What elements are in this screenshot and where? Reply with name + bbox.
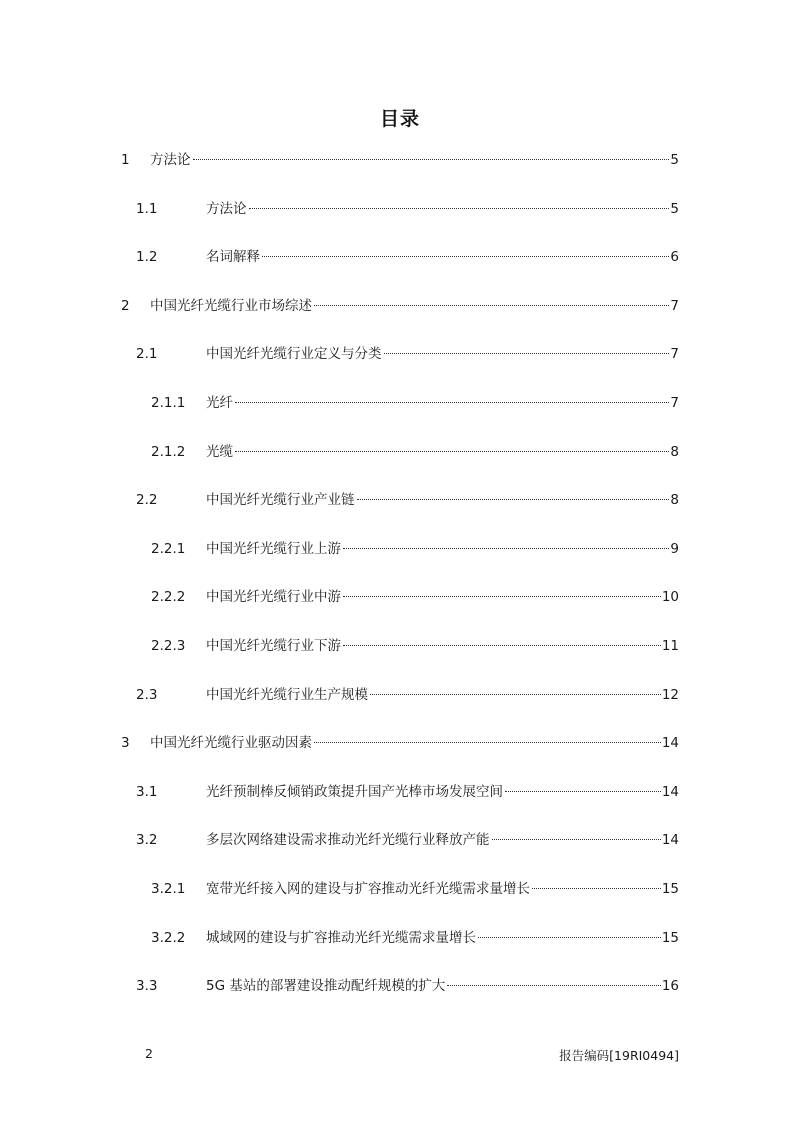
toc-entry-number: 1.1 (136, 201, 158, 217)
toc-entry-page: 8 (670, 444, 679, 460)
toc-entry[interactable] (0, 343, 800, 365)
toc-entry-title: 中国光纤光缆行业市场综述 (150, 298, 312, 314)
toc-entry-page: 8 (670, 492, 679, 508)
toc-entry-number: 1 (121, 152, 130, 168)
toc-entry-title: 中国光纤光缆行业下游 (206, 638, 341, 654)
toc-entry-number: 3 (121, 735, 130, 751)
toc-entry-number: 2.2.1 (151, 541, 186, 557)
toc-entry-number: 1.2 (136, 249, 158, 265)
toc-dot-leader (235, 451, 669, 452)
toc-dot-leader (343, 548, 669, 549)
toc-entry-number: 2 (121, 298, 130, 314)
toc-entry-page: 7 (670, 298, 679, 314)
toc-entry-page: 14 (661, 735, 679, 751)
toc-dot-leader (314, 305, 669, 306)
toc-entry-title: 中国光纤光缆行业中游 (206, 589, 341, 605)
toc-entry-number: 3.2 (136, 832, 158, 848)
toc-entry-page: 9 (670, 541, 679, 557)
toc-entry-title: 中国光纤光缆行业生产规模 (206, 687, 368, 703)
toc-dot-leader (343, 645, 661, 646)
toc-entry-title: 中国光纤光缆行业上游 (206, 541, 341, 557)
toc-entry-number: 2.2.2 (151, 589, 186, 605)
toc-dot-leader (478, 937, 661, 938)
toc-entry-title: 中国光纤光缆行业驱动因素 (150, 735, 312, 751)
toc-dot-leader (532, 888, 661, 889)
toc-dot-leader (492, 839, 661, 840)
toc-entry-page: 14 (661, 784, 679, 800)
toc-entry-number: 2.1 (136, 346, 158, 362)
toc-entry[interactable] (0, 586, 800, 608)
toc-entry-title: 光缆 (206, 444, 233, 460)
toc-dot-leader (357, 499, 670, 500)
toc-dot-leader (384, 353, 670, 354)
toc-entry[interactable] (0, 441, 800, 463)
toc-entry-number: 2.2.3 (151, 638, 186, 654)
toc-entry[interactable] (0, 975, 800, 997)
toc-entry-page: 7 (670, 395, 679, 411)
toc-dot-leader (447, 985, 660, 986)
toc-entry-number: 3.2.1 (151, 881, 186, 897)
toc-entry-number: 2.3 (136, 687, 158, 703)
footer-page-number: 2 (145, 1046, 153, 1061)
toc-entry-page: 15 (661, 930, 679, 946)
toc-entry[interactable] (0, 635, 800, 657)
toc-entry-title: 方法论 (150, 152, 191, 168)
toc-entry[interactable] (0, 781, 800, 803)
toc-entry-title: 城域网的建设与扩容推动光纤光缆需求量增长 (206, 930, 476, 946)
toc-entry[interactable] (0, 878, 800, 900)
toc-entry-title: 光纤预制棒反倾销政策提升国产光棒市场发展空间 (206, 784, 503, 800)
toc-dot-leader (505, 791, 661, 792)
toc-entry-page: 7 (670, 346, 679, 362)
toc-entry[interactable] (0, 829, 800, 851)
toc-dot-leader (314, 742, 661, 743)
toc-entry-title: 5G 基站的部署建设推动配纤规模的扩大 (206, 978, 446, 994)
toc-entry-page: 5 (670, 201, 679, 217)
toc-entry-page: 6 (670, 249, 679, 265)
toc-entry-page: 16 (661, 978, 679, 994)
footer-report-code: 报告编码[19RI0494] (559, 1048, 679, 1063)
toc-entry-page: 11 (661, 638, 679, 654)
toc-entry-title: 中国光纤光缆行业定义与分类 (206, 346, 382, 362)
toc-entry-number: 2.2 (136, 492, 158, 508)
toc-dot-leader (235, 402, 669, 403)
page-title: 目录 (379, 108, 420, 130)
toc-entry[interactable] (0, 295, 800, 317)
toc-entry-page: 5 (670, 152, 679, 168)
toc-entry-page: 15 (661, 881, 679, 897)
toc-entry-title: 名词解释 (206, 249, 260, 265)
toc-dot-leader (193, 159, 670, 160)
toc-dot-leader (249, 208, 670, 209)
toc-entry-title: 光纤 (206, 395, 233, 411)
toc-entry-title: 多层次网络建设需求推动光纤光缆行业释放产能 (206, 832, 490, 848)
toc-entry-number: 3.1 (136, 784, 158, 800)
toc-entry[interactable] (0, 198, 800, 220)
toc-entry[interactable] (0, 149, 800, 171)
toc-entry-page: 12 (661, 687, 679, 703)
toc-dot-leader (370, 694, 661, 695)
toc-entry-title: 宽带光纤接入网的建设与扩容推动光纤光缆需求量增长 (206, 881, 530, 897)
toc-entry-title: 中国光纤光缆行业产业链 (206, 492, 355, 508)
toc-dot-leader (343, 596, 661, 597)
toc-entry[interactable] (0, 392, 800, 414)
toc-entry-number: 3.3 (136, 978, 158, 994)
toc-entry[interactable] (0, 927, 800, 949)
toc-entry-page: 14 (661, 832, 679, 848)
toc-entry-page: 10 (661, 589, 679, 605)
toc-entry[interactable] (0, 489, 800, 511)
toc-dot-leader (262, 256, 669, 257)
toc-entry[interactable] (0, 732, 800, 754)
toc-entry-number: 2.1.1 (151, 395, 186, 411)
toc-entry-title: 方法论 (206, 201, 247, 217)
toc-entry-number: 2.1.2 (151, 444, 186, 460)
toc-entry[interactable] (0, 246, 800, 268)
toc-entry[interactable] (0, 538, 800, 560)
toc-entry-number: 3.2.2 (151, 930, 186, 946)
toc-entry[interactable] (0, 684, 800, 706)
